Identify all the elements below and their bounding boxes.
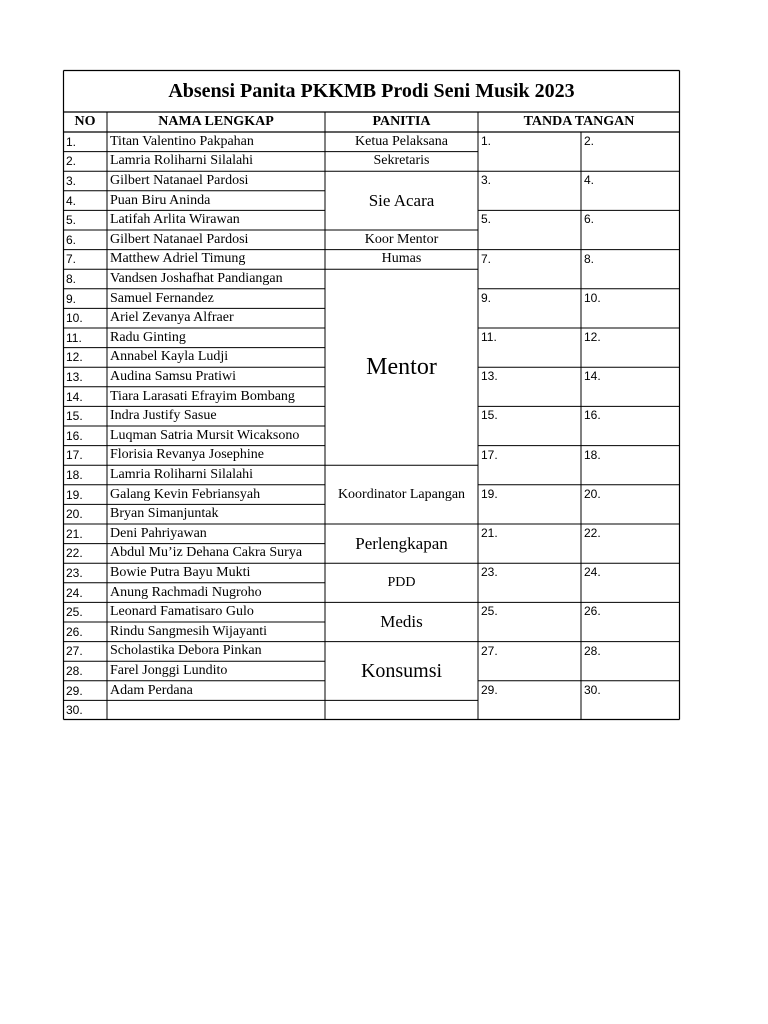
member-name: Ariel Zevanya Alfraer	[110, 310, 234, 326]
row-number: 28.	[66, 663, 83, 678]
panitia-role: Koor Mentor	[364, 231, 439, 247]
member-name: Latifah Arlita Wirawan	[110, 212, 240, 228]
row-number: 2.	[66, 154, 77, 169]
panitia-role: Koordinator Lapangan	[337, 486, 466, 502]
row-number: 20.	[66, 507, 83, 522]
header-panitia: PANITIA	[372, 114, 431, 129]
header-no: NO	[74, 114, 96, 129]
member-name: Leonard Famatisaro Gulo	[110, 604, 254, 620]
signature-slot: 30.	[584, 682, 601, 697]
sheet-title: Absensi Panita PKKMB Prodi Seni Musik 2023	[168, 80, 575, 102]
member-name: Gilbert Natanael Pardosi	[110, 172, 249, 188]
signature-slot: 27.	[481, 643, 498, 658]
signature-slot: 6.	[584, 212, 595, 227]
row-number: 18.	[66, 467, 83, 482]
member-name: Abdul Mu’iz Dehana Cakra Surya	[110, 545, 303, 561]
signature-slot: 11.	[481, 330, 497, 344]
member-name: Florisia Revanya Josephine	[110, 447, 264, 463]
member-name: Scholastika Debora Pinkan	[110, 643, 262, 659]
row-number: 14.	[66, 389, 83, 404]
panitia-role: PDD	[387, 574, 416, 590]
member-name: Samuel Fernandez	[110, 290, 214, 306]
member-name: Annabel Kayla Ludji	[110, 349, 229, 365]
signature-slot: 2.	[584, 134, 595, 148]
row-number: 3.	[66, 173, 77, 188]
member-name: Galang Kevin Febriansyah	[110, 486, 261, 502]
row-number: 9.	[66, 291, 77, 306]
row-number: 12.	[66, 350, 83, 365]
row-number: 22.	[66, 546, 83, 561]
row-number: 23.	[66, 565, 83, 580]
row-number: 27.	[66, 644, 83, 659]
attendance-sheet	[63, 70, 680, 721]
signature-slot: 16.	[584, 408, 601, 423]
panitia-role: Ketua Pelaksana	[355, 133, 448, 149]
row-number: 30.	[66, 703, 83, 718]
member-name: Tiara Larasati Efrayim Bombang	[110, 388, 295, 404]
header-name: NAMA LENGKAP	[158, 114, 274, 129]
row-number: 10.	[66, 311, 83, 326]
signature-slot: 14.	[584, 369, 601, 384]
member-name: Luqman Satria Mursit Wicaksono	[110, 427, 300, 443]
member-name: Rindu Sangmesih Wijayanti	[110, 623, 268, 639]
signature-slot: 15.	[481, 408, 498, 423]
signature-slot: 9.	[481, 290, 492, 305]
signature-slot: 5.	[481, 212, 492, 227]
panitia-role: Medis	[380, 612, 423, 632]
signature-slot: 1.	[481, 134, 492, 148]
signature-slot: 18.	[584, 447, 601, 462]
row-number: 26.	[66, 624, 83, 639]
member-name: Puan Biru Aninda	[110, 192, 211, 208]
signature-slot: 26.	[584, 604, 601, 619]
member-name: Vandsen Joshafhat Pandiangan	[110, 270, 283, 286]
member-name: Audina Samsu Pratiwi	[110, 368, 236, 384]
row-number: 11.	[66, 330, 82, 345]
signature-slot: 4.	[584, 173, 595, 188]
member-name: Indra Justify Sasue	[110, 408, 217, 424]
member-name	[107, 700, 325, 720]
signature-slot: 22.	[584, 526, 601, 540]
member-name: Lamria Roliharni Silalahi	[110, 153, 254, 169]
signature-slot: 23.	[481, 565, 498, 580]
signature-slot: 19.	[481, 486, 498, 501]
row-number: 25.	[66, 605, 83, 620]
panitia-role	[325, 700, 478, 720]
member-name: Gilbert Natanael Pardosi	[110, 231, 249, 247]
member-name: Bryan Simanjuntak	[110, 506, 219, 522]
row-number: 7.	[66, 252, 77, 267]
signature-slot: 7.	[481, 251, 492, 266]
member-name: Titan Valentino Pakpahan	[110, 133, 254, 149]
member-name: Radu Ginting	[110, 329, 186, 345]
row-number: 17.	[66, 448, 83, 463]
header-signature: TANDA TANGAN	[523, 114, 635, 129]
row-number: 8.	[66, 271, 77, 286]
row-number: 13.	[66, 369, 83, 384]
signature-slot: 25.	[481, 604, 498, 619]
signature-slot: 20.	[584, 486, 601, 501]
row-number: 1.	[66, 134, 77, 149]
member-name: Farel Jonggi Lundito	[110, 662, 228, 678]
signature-slot: 21.	[481, 526, 498, 540]
signature-slot: 28.	[584, 643, 601, 658]
panitia-role: Humas	[381, 251, 422, 267]
panitia-role: Mentor	[366, 354, 437, 381]
signature-slot: 13.	[481, 369, 498, 384]
panitia-role: Perlengkapan	[355, 534, 448, 554]
member-name: Lamria Roliharni Silalahi	[110, 466, 254, 482]
panitia-role: Sekretaris	[373, 153, 430, 169]
row-number: 6.	[66, 232, 77, 247]
panitia-role: Sie Acara	[368, 191, 435, 211]
row-number: 19.	[66, 487, 83, 502]
signature-slot: 12.	[584, 330, 601, 344]
signature-slot: 10.	[584, 290, 601, 305]
signature-slot: 24.	[584, 565, 601, 580]
member-name: Matthew Adriel Timung	[110, 251, 246, 267]
signature-slot: 3.	[481, 173, 492, 188]
row-number: 24.	[66, 585, 83, 600]
signature-slot: 17.	[481, 447, 498, 462]
panitia-role: Konsumsi	[360, 659, 443, 682]
row-number: 4.	[66, 193, 77, 208]
member-name: Deni Pahriyawan	[110, 525, 207, 541]
signature-slot: 29.	[481, 682, 498, 697]
signature-slot: 8.	[584, 251, 595, 266]
member-name: Anung Rachmadi Nugroho	[110, 584, 262, 600]
row-number: 5.	[66, 213, 77, 228]
row-number: 15.	[66, 409, 83, 424]
member-name: Bowie Putra Bayu Mukti	[110, 564, 251, 580]
row-number: 16.	[66, 428, 83, 443]
row-number: 29.	[66, 683, 83, 698]
row-number: 21.	[66, 526, 83, 541]
member-name: Adam Perdana	[110, 682, 193, 698]
